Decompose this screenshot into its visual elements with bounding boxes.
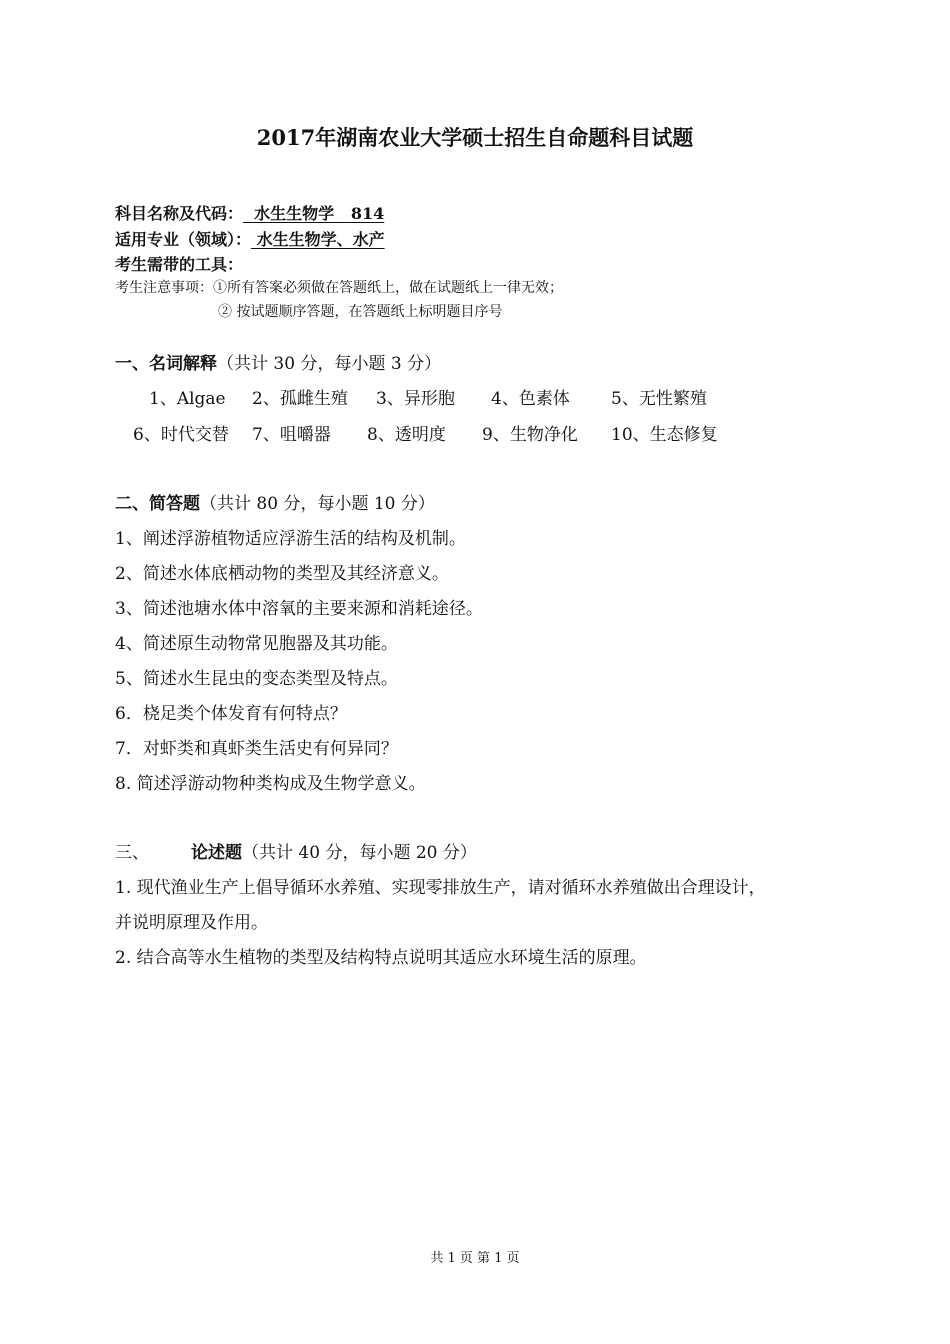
question-item: 4、简述原生动物常见胞器及其功能。	[115, 634, 398, 654]
notice-line-1	[115, 277, 563, 297]
term-item: 7、咀嚼器	[252, 425, 331, 445]
essay-question-1-cont: 并说明原理及作用。	[115, 913, 268, 933]
subject-line	[115, 201, 384, 224]
question-item: 3、简述池塘水体中溶氧的主要来源和消耗途径。	[115, 599, 483, 619]
term-item: 8、透明度	[367, 425, 446, 445]
section3-note: （共计 40 分，每小题 20 分）	[242, 843, 477, 863]
tools-label: 考生需带的工具：	[115, 255, 244, 274]
essay-question-1: 1. 现代渔业生产上倡导循环水养殖、实现零排放生产，请对循环水养殖做出合理设计，	[115, 878, 766, 898]
notice-label: 考生注意事项：	[115, 280, 213, 296]
section1-heading: 一、名词解释	[115, 354, 217, 374]
question-item: 7．对虾类和真虾类生活史有何异同？	[115, 739, 398, 759]
major-line	[115, 227, 385, 250]
section2-header	[115, 489, 435, 514]
question-item: 5、简述水生昆虫的变态类型及特点。	[115, 669, 398, 689]
section2-heading: 二、简答题	[115, 494, 200, 514]
section3-header	[115, 838, 477, 863]
section1-header	[115, 349, 441, 374]
term-item: 2、孤雌生殖	[252, 389, 348, 409]
question-item: 8. 简述浮游动物种类构成及生物学意义。	[115, 774, 426, 794]
essay-question-2: 2. 结合高等水生植物的类型及结构特点说明其适应水环境生活的原理。	[115, 948, 647, 968]
notice-item-2: ② 按试题顺序答题，在答题纸上标明题目序号	[218, 304, 503, 320]
subject-label: 科目名称及代码：	[115, 204, 244, 223]
term-item: 5、无性繁殖	[611, 389, 707, 409]
term-item: 3、异形胞	[376, 389, 455, 409]
question-item: 6．桡足类个体发育有何特点？	[115, 704, 347, 724]
subject-value: 水生生物学 814	[243, 204, 385, 223]
section1-note: （共计 30 分，每小题 3 分）	[217, 354, 442, 374]
section3-number: 三、	[115, 843, 149, 863]
exam-title: 2017年湖南农业大学硕士招生自命题科目试题	[256, 125, 694, 150]
question-item: 2、简述水体底栖动物的类型及其经济意义。	[115, 564, 449, 584]
notice-item-1: ①所有答案必须做在答题纸上，做在试题纸上一律无效；	[213, 280, 563, 296]
page-footer: 共 1 页 第 1 页	[430, 1251, 520, 1266]
section2-note: （共计 80 分，每小题 10 分）	[200, 494, 435, 514]
term-item: 9、生物净化	[482, 425, 578, 445]
term-item: 10、生态修复	[611, 425, 718, 445]
term-item: 6、时代交替	[133, 425, 229, 445]
term-item: 4、色素体	[491, 389, 570, 409]
term-item: 1、Algae	[149, 389, 226, 409]
section3-heading: 论述题	[191, 843, 242, 863]
major-label: 适用专业（领域）：	[115, 230, 252, 249]
major-value: 水生生物学、水产	[251, 230, 385, 249]
question-item: 1、阐述浮游植物适应浮游生活的结构及机制。	[115, 529, 466, 549]
